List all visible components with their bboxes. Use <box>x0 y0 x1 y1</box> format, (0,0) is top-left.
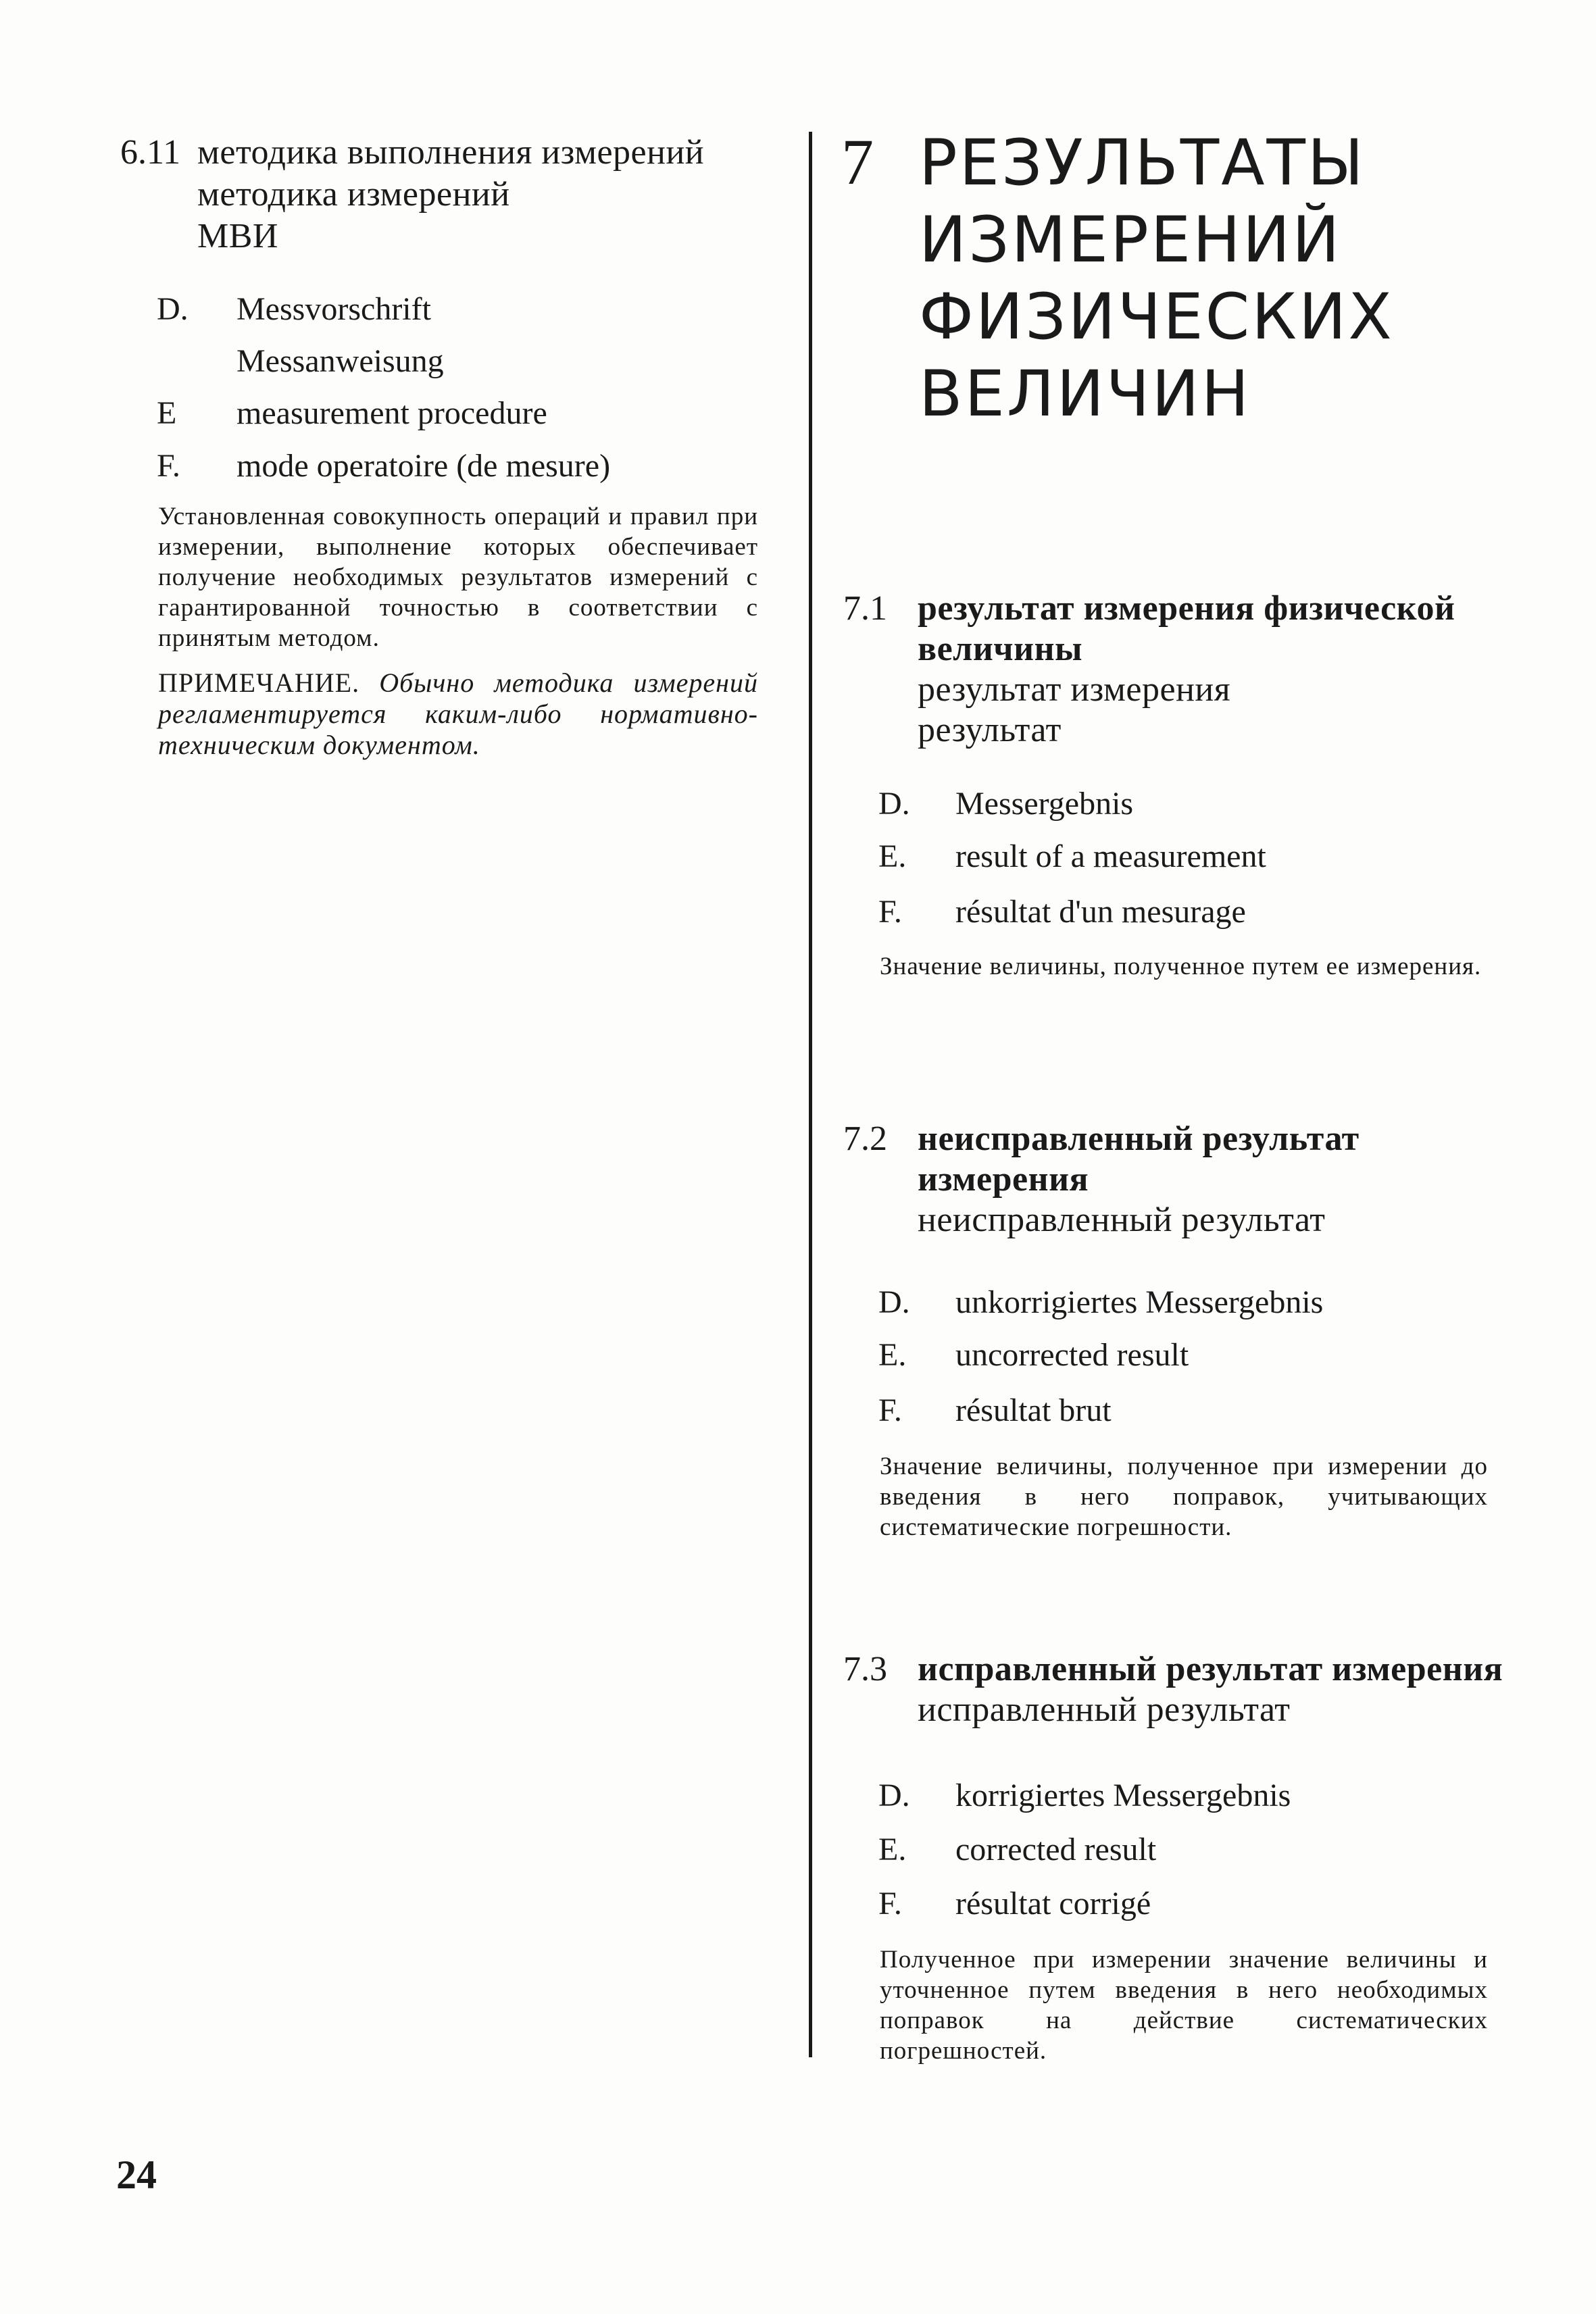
lang-term: Messergebnis <box>955 786 1134 822</box>
entry-number: 7.2 <box>843 1120 887 1158</box>
lang-term: résultat corrigé <box>955 1886 1151 1921</box>
term-primary: неисправленный результат <box>918 1120 1360 1158</box>
term-primary: исправленный результат измерения <box>918 1650 1503 1688</box>
definition-text: Значение величины, полученное путем ее измерения. <box>880 953 1482 980</box>
lang-code: E. <box>878 1337 907 1373</box>
lang-term: Messanweisung <box>236 343 444 379</box>
lang-term: korrigiertes Messergebnis <box>955 1778 1291 1813</box>
lang-term: unkorrigiertes Messergebnis <box>955 1284 1324 1320</box>
chapter-title-line: ВЕЛИЧИН <box>919 357 1251 431</box>
term-synonym: методика измерений <box>197 175 510 213</box>
page-number: 24 <box>116 2153 157 2197</box>
lang-term: uncorrected result <box>955 1337 1189 1373</box>
lang-term: Messvorschrift <box>236 291 431 327</box>
lang-code: E. <box>878 1832 907 1867</box>
chapter-number: 7 <box>841 126 874 198</box>
lang-code: D. <box>157 291 189 327</box>
term-synonym: результат измерения <box>918 670 1231 709</box>
term-synonym: неисправленный результат <box>918 1201 1326 1239</box>
lang-term: corrected result <box>955 1832 1157 1867</box>
definition-text: Установленная совокупность операций и правил при измерении, выполнение которых обеспечивает получение необходимых результатов измерений с гарантированной точностью в соответствии с принятым методом. <box>158 503 758 652</box>
lang-term: résultat d'un mesurage <box>955 894 1246 930</box>
lang-term: résultat brut <box>955 1392 1112 1428</box>
term-primary: результат измерения физической <box>918 589 1455 628</box>
definition-text: Значение величины, полученное при измерении до введения в него поправок, учитывающих систематические погрешности. <box>880 1453 1488 1541</box>
lang-code: D. <box>878 786 910 822</box>
term-primary-cont: измерения <box>918 1160 1089 1199</box>
term-primary: методика выполнения измерений <box>197 133 705 172</box>
term-synonym: результат <box>918 711 1062 749</box>
note-text: Обычно методика измерений регламентируется каким-либо нормативно-техническим документом. <box>158 668 758 760</box>
lang-code: D. <box>878 1778 910 1813</box>
chapter-title <box>919 125 1392 433</box>
entry-number: 7.1 <box>843 589 887 628</box>
lang-code: D. <box>878 1284 910 1320</box>
note <box>158 668 758 761</box>
note-label: ПРИМЕЧАНИЕ. <box>158 668 360 698</box>
lang-term: mode operatoire (de mesure) <box>236 448 611 484</box>
term-abbreviation: МВИ <box>197 217 278 255</box>
lang-term: result of a measurement <box>955 838 1266 874</box>
lang-code: F. <box>157 448 180 484</box>
entry-number: 6.11 <box>120 133 181 172</box>
lang-code: F. <box>878 894 902 930</box>
term-synonym: исправленный результат <box>918 1690 1291 1729</box>
lang-code: F. <box>878 1886 902 1921</box>
lang-term: measurement procedure <box>236 395 547 431</box>
definition-text: Полученное при измерении значение величины и уточненное путем введения в него необходимых поправок на действие систематических погрешностей. <box>880 1946 1488 2065</box>
chapter-title-line: РЕЗУЛЬТАТЫ <box>919 126 1366 200</box>
chapter-title-line: ФИЗИЧЕСКИХ <box>919 280 1394 354</box>
lang-code: E. <box>878 838 907 874</box>
term-primary-cont: величины <box>918 630 1083 668</box>
entry-number: 7.3 <box>843 1650 887 1688</box>
lang-code: F. <box>878 1392 902 1428</box>
column-divider <box>809 132 812 2057</box>
chapter-title-line: ИЗМЕРЕНИЙ <box>919 203 1342 277</box>
lang-code: E <box>157 395 177 431</box>
